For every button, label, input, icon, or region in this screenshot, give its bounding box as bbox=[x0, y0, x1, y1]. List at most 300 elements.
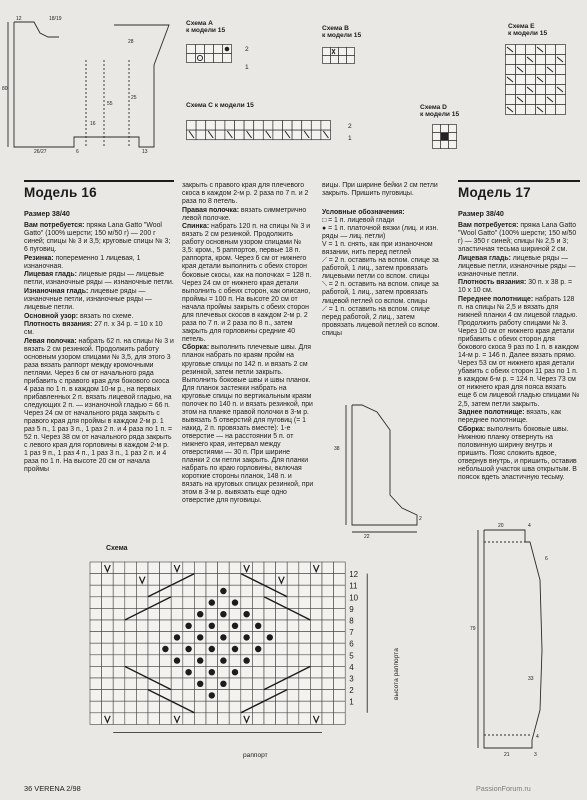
grid-cell bbox=[113, 562, 125, 574]
grid-cell bbox=[183, 678, 195, 690]
grid-cell bbox=[187, 45, 196, 54]
row-number: 11 bbox=[349, 581, 358, 591]
grid-cell bbox=[546, 55, 556, 65]
grid-cell bbox=[148, 632, 160, 644]
grid-cell bbox=[102, 574, 114, 586]
grid-cell bbox=[334, 574, 346, 586]
grid-cell bbox=[299, 574, 311, 586]
grid-cell bbox=[322, 655, 334, 667]
grid-cell bbox=[276, 562, 288, 574]
grid-cell bbox=[183, 608, 195, 620]
dim-label: 22 bbox=[364, 534, 370, 540]
grid-cell bbox=[148, 701, 160, 713]
paragraph-text: вязать по схеме. bbox=[78, 312, 134, 320]
paragraph bbox=[458, 426, 580, 482]
row-number: 1 bbox=[349, 697, 354, 707]
paragraph bbox=[24, 222, 174, 254]
grid-cell bbox=[433, 125, 441, 133]
paragraph-text: набрать 62 п. на спицы № 3 и вязать 2 см резинкой. Продолжить работу основным узором спицами № 3,5, для этого 3 раза вязать раппорт между кромочными петлями. Через 6 см от начального ряда прибавить с правого края для бокового скоса 4 раза по 1 п. в каждом 10-м р., на первых прибавленных 2 п. вязать лицевой гладью, на следующих 2 п. — изнаночной гладью = 66 п. Через 24 см от начального ряда закрыть с правого края для проймы в каждом 2-м р. 1 раз 5 п., 1 раз 3 п., 1 раз 2 п. и 4 раза по 1 п. = 52 п. Через 38 см от начального ряда закрыть с левого края для горловины в каждом 2-м р. 1 раз 9 п., 1 раз 4 п., 1 раз 3 п., 1 раз 2 п. и 4 раза по 1 п. На высоте 20 см от начала проймы bbox=[24, 337, 174, 474]
paragraph bbox=[24, 321, 174, 337]
legend-item: □ = 1 п. лицевой глади bbox=[322, 217, 395, 225]
grid-cell bbox=[310, 585, 322, 597]
row-number: 8 bbox=[349, 616, 354, 626]
garter-stitch-dot bbox=[185, 646, 191, 652]
grid-cell bbox=[229, 690, 241, 702]
dim-label: 25 bbox=[131, 95, 137, 101]
scheme-d-title: Схема D к модели 15 bbox=[420, 104, 460, 119]
grid-cell bbox=[516, 55, 526, 65]
paragraph-heading: Сборка: bbox=[182, 344, 210, 352]
grid-cell bbox=[160, 713, 172, 725]
grid-cell bbox=[241, 666, 253, 678]
grid-cell bbox=[218, 562, 230, 574]
grid-cell bbox=[252, 632, 264, 644]
paragraph-text: пряжа Lana Gatto "Wool Gatto" (100% шерсти; 150 м/50 г) — 350 г синей; спицы № 2,5 и 3; эластичная тесьма шириной 2 см. bbox=[458, 222, 577, 254]
dim-label: 16 bbox=[90, 121, 96, 127]
grid-cell bbox=[187, 54, 196, 63]
paragraph-heading: Левая полочка: bbox=[24, 337, 77, 345]
grid-cell bbox=[125, 643, 137, 655]
grid-cell bbox=[299, 608, 311, 620]
paragraph bbox=[182, 207, 314, 223]
grid-cell bbox=[160, 690, 172, 702]
grid-cell bbox=[556, 65, 566, 75]
grid-cell bbox=[148, 585, 160, 597]
grid-cell bbox=[287, 574, 299, 586]
paragraph-heading: Спинка: bbox=[182, 223, 210, 231]
dim-label: 55 bbox=[107, 101, 113, 107]
legend-item: ● = 1 п. платочной вязки (лиц. и изн. ряды — лиц. петли) bbox=[322, 225, 439, 241]
grid-cell bbox=[148, 597, 160, 609]
grid-cell bbox=[244, 121, 254, 131]
grid-cell bbox=[136, 701, 148, 713]
grid-cell bbox=[148, 643, 160, 655]
grid-cell bbox=[241, 701, 253, 713]
grid-cell bbox=[264, 608, 276, 620]
grid-cell bbox=[526, 65, 536, 75]
grid-cell bbox=[273, 121, 283, 131]
grid-cell bbox=[322, 713, 334, 725]
paragraph-heading: Вам потребуется: bbox=[458, 222, 519, 229]
grid-cell bbox=[516, 105, 526, 115]
grid-cell bbox=[334, 655, 346, 667]
grid-cell bbox=[264, 620, 276, 632]
garter-stitch-dot bbox=[220, 611, 226, 617]
grid-cell bbox=[322, 678, 334, 690]
grid-cell bbox=[171, 678, 183, 690]
paragraph bbox=[182, 223, 314, 344]
grid-cell bbox=[526, 75, 536, 85]
grid-cell bbox=[113, 620, 125, 632]
grid-cell bbox=[334, 643, 346, 655]
model16-title-rule bbox=[24, 180, 174, 182]
row-number: 2 bbox=[348, 123, 352, 130]
grid-cell bbox=[334, 632, 346, 644]
grid-cell bbox=[113, 608, 125, 620]
grid-cell bbox=[160, 655, 172, 667]
grid-cell bbox=[113, 713, 125, 725]
grid-cell bbox=[194, 585, 206, 597]
grid-cell bbox=[287, 620, 299, 632]
grid-cell bbox=[206, 121, 216, 131]
grid-cell bbox=[334, 713, 346, 725]
grid-cell bbox=[196, 54, 205, 63]
grid-cell bbox=[171, 666, 183, 678]
grid-cell bbox=[252, 585, 264, 597]
grid-cell bbox=[229, 632, 241, 644]
grid-cell bbox=[229, 655, 241, 667]
scheme16-vertical-label: высота раппорта bbox=[393, 648, 400, 700]
grid-cell bbox=[556, 105, 566, 115]
dim-label: 2 bbox=[419, 516, 422, 522]
grid-cell bbox=[264, 574, 276, 586]
grid-cell bbox=[136, 690, 148, 702]
grid-cell bbox=[252, 574, 264, 586]
grid-cell bbox=[206, 585, 218, 597]
scheme-b-grid bbox=[322, 47, 358, 71]
grid-cell bbox=[506, 65, 516, 75]
grid-cell bbox=[321, 121, 331, 131]
legend-item: ⟋ = 1 п. оставить на вспом. спице перед работой, 2 лиц., затем провязать лицевой петлей со вспом. спицы bbox=[322, 305, 440, 337]
dim-label: 21 bbox=[504, 752, 510, 758]
grid-cell bbox=[148, 574, 160, 586]
grid-cell bbox=[536, 55, 546, 65]
dim-label: 13 bbox=[142, 149, 148, 155]
garter-stitch-dot bbox=[220, 657, 226, 663]
grid-cell bbox=[516, 75, 526, 85]
grid-cell bbox=[215, 130, 225, 140]
dim-label: 80 bbox=[2, 86, 8, 92]
grid-cell bbox=[252, 562, 264, 574]
grid-cell bbox=[506, 55, 516, 65]
grid-cell bbox=[264, 562, 276, 574]
grid-cell bbox=[322, 690, 334, 702]
grid-cell bbox=[322, 632, 334, 644]
grid-cell bbox=[136, 608, 148, 620]
dim-label: 12 bbox=[16, 16, 22, 22]
grid-cell bbox=[160, 585, 172, 597]
grid-cell bbox=[171, 690, 183, 702]
grid-cell bbox=[276, 678, 288, 690]
grid-cell bbox=[322, 620, 334, 632]
grid-cell bbox=[187, 121, 197, 131]
grid-cell bbox=[310, 690, 322, 702]
garter-stitch-dot bbox=[232, 623, 238, 629]
paragraph bbox=[458, 279, 580, 295]
paragraph bbox=[458, 409, 580, 425]
garter-stitch-dot bbox=[174, 657, 180, 663]
garter-stitch-dot bbox=[197, 634, 203, 640]
paragraph-heading: Сборка: bbox=[458, 425, 486, 433]
grid-cell bbox=[183, 562, 195, 574]
grid-cell bbox=[125, 620, 137, 632]
grid-cell bbox=[148, 608, 160, 620]
grid-cell bbox=[323, 56, 331, 64]
grid-cell bbox=[194, 666, 206, 678]
grid-cell bbox=[125, 690, 137, 702]
paragraph-heading: Переднее полотнище: bbox=[458, 295, 534, 303]
grid-cell bbox=[102, 666, 114, 678]
grid-cell bbox=[113, 632, 125, 644]
grid-cell bbox=[125, 666, 137, 678]
garter-stitch-dot bbox=[197, 611, 203, 617]
grid-cell bbox=[136, 713, 148, 725]
model16-column-3 bbox=[322, 182, 440, 199]
grid-cell bbox=[160, 620, 172, 632]
paragraph-text: пряжа Lana Gatto "Wool Gatto" (100% шерсти; 150 м/50 г) — 200 г синей; спицы № 3 и 3,5; круговые спицы № 3; 6 пуговиц. bbox=[24, 222, 171, 254]
grid-cell bbox=[556, 45, 566, 55]
grid-cell bbox=[310, 632, 322, 644]
grid-cell bbox=[526, 45, 536, 55]
grid-cell bbox=[125, 585, 137, 597]
legend-item: V = 1 п. снять, как при изнаночном вязании, нить перед петлей bbox=[322, 241, 433, 257]
grid-cell bbox=[299, 620, 311, 632]
grid-cell bbox=[183, 585, 195, 597]
grid-cell bbox=[310, 666, 322, 678]
grid-cell bbox=[276, 701, 288, 713]
grid-cell bbox=[148, 713, 160, 725]
model17-column bbox=[458, 222, 580, 483]
garter-stitch-dot bbox=[185, 623, 191, 629]
paragraph-heading: Плотность вязания: bbox=[458, 279, 527, 287]
paragraph-text: набрать 120 п. на спицы № 3 и вязать 2 см резинкой. Продолжить работу основным узором спицами № 3,5: кром., 5 раппортов, первые 18 п. раппорта, кром. Через 6 см от нижнего края детали выполнить с обеих сторон боковые скосы, как на полочках = 128 п. Через 24 см от нижнего края детали выполнить с обеих сторон, как описано, проймы = 100 п. На высоте 20 см от начала проймы закрыть с обеих сторон для плечевых скосов в каждом 2-м р. 2 раза по 7 п. и 2 раза по 8 п., затем закрыть для горловины средние 40 петель. bbox=[182, 223, 312, 343]
grid-cell bbox=[215, 121, 225, 131]
dim-label: 4 bbox=[536, 734, 539, 740]
grid-cell bbox=[160, 701, 172, 713]
grid-cell bbox=[556, 75, 566, 85]
paragraph bbox=[24, 271, 174, 287]
grid-cell bbox=[299, 643, 311, 655]
grid-cell bbox=[125, 632, 137, 644]
paragraph bbox=[24, 288, 174, 312]
dim-label: 26/27 bbox=[34, 149, 47, 155]
legend-item: ⟋ = 2 п. оставить на вспом. спице за работой, 1 лиц., затем провязать лицевыми петли со вспом. спицы bbox=[322, 257, 439, 281]
grid-cell bbox=[311, 130, 321, 140]
paragraph bbox=[24, 313, 174, 321]
garter-stitch-dot bbox=[243, 634, 249, 640]
grid-cell bbox=[171, 701, 183, 713]
model16-pattern-drawing bbox=[322, 400, 432, 540]
grid-cell bbox=[218, 643, 230, 655]
grid-cell bbox=[148, 562, 160, 574]
grid-cell bbox=[90, 620, 102, 632]
garter-stitch-dot bbox=[185, 669, 191, 675]
grid-cell bbox=[171, 643, 183, 655]
paragraph-heading: Плотность вязания: bbox=[24, 321, 93, 329]
grid-cell bbox=[183, 632, 195, 644]
grid-cell bbox=[334, 608, 346, 620]
grid-cell bbox=[334, 597, 346, 609]
grid-cell bbox=[287, 597, 299, 609]
grid-cell bbox=[441, 141, 449, 149]
grid-cell bbox=[136, 620, 148, 632]
grid-cell bbox=[206, 608, 218, 620]
grid-cell bbox=[252, 608, 264, 620]
grid-cell bbox=[90, 597, 102, 609]
model17-title-rule bbox=[458, 180, 580, 182]
garter-stitch-dot bbox=[220, 634, 226, 640]
grid-cell bbox=[310, 574, 322, 586]
grid-cell bbox=[183, 690, 195, 702]
garter-stitch-dot bbox=[243, 657, 249, 663]
dim-label: 18/19 bbox=[49, 16, 62, 22]
grid-cell bbox=[171, 597, 183, 609]
garter-stitch-dot bbox=[197, 657, 203, 663]
grid-cell bbox=[160, 562, 172, 574]
grid-cell bbox=[264, 690, 276, 702]
dim-label: 38 bbox=[334, 446, 340, 452]
scheme-a-grid bbox=[186, 44, 242, 76]
grid-cell bbox=[194, 690, 206, 702]
grid-cell bbox=[205, 45, 214, 54]
grid-cell bbox=[287, 713, 299, 725]
garter-stitch-dot bbox=[243, 611, 249, 617]
row-number: 12 bbox=[349, 570, 359, 580]
grid-cell bbox=[90, 713, 102, 725]
grid-cell bbox=[322, 608, 334, 620]
grid-cell bbox=[229, 678, 241, 690]
grid-cell bbox=[556, 95, 566, 105]
grid-cell bbox=[252, 678, 264, 690]
grid-cell bbox=[235, 121, 245, 131]
grid-cell bbox=[536, 85, 546, 95]
grid-cell bbox=[218, 690, 230, 702]
legend bbox=[322, 209, 442, 338]
grid-cell bbox=[196, 45, 205, 54]
paragraph-text: выполнить боковые швы. Нижнюю планку отвернуть на половинную ширину внутрь и пришить. Пояс сложить вдвое, отвернув внутрь, и пришить, оставив небольшой участок шва открытым. В поясок вдеть эластичную тесьму. bbox=[458, 425, 577, 481]
grid-cell bbox=[183, 574, 195, 586]
grid-cell bbox=[310, 620, 322, 632]
grid-cell bbox=[102, 608, 114, 620]
grid-cell bbox=[160, 597, 172, 609]
grid-cell bbox=[90, 562, 102, 574]
grid-cell bbox=[113, 597, 125, 609]
grid-cell bbox=[196, 121, 206, 131]
grid-cell bbox=[449, 133, 457, 141]
grid-cell bbox=[102, 597, 114, 609]
grid-cell bbox=[171, 574, 183, 586]
grid-cell bbox=[299, 678, 311, 690]
grid-cell bbox=[264, 713, 276, 725]
grid-cell bbox=[125, 655, 137, 667]
grid-cell bbox=[125, 701, 137, 713]
grid-cell bbox=[90, 690, 102, 702]
paragraph-text: лицевые ряды — лицевые петли, изнаночные ряды — изнаночные петли. bbox=[24, 271, 174, 287]
paragraph bbox=[322, 182, 440, 198]
grid-cell bbox=[148, 690, 160, 702]
garter-stitch-dot bbox=[209, 692, 215, 698]
grid-cell bbox=[148, 666, 160, 678]
grid-cell bbox=[102, 632, 114, 644]
garter-stitch-dot bbox=[162, 646, 168, 652]
grid-cell bbox=[264, 585, 276, 597]
model16-title: Модель 16 bbox=[24, 185, 97, 200]
grid-cell bbox=[322, 585, 334, 597]
row-number: 1 bbox=[348, 135, 352, 142]
paragraph bbox=[458, 296, 580, 409]
garter-stitch-dot bbox=[267, 634, 273, 640]
grid-cell bbox=[194, 713, 206, 725]
grid-cell bbox=[218, 620, 230, 632]
grid-cell bbox=[273, 130, 283, 140]
page-footer: 36 VERENA 2/98 bbox=[24, 784, 81, 793]
model16-column-1 bbox=[24, 222, 174, 475]
grid-cell bbox=[136, 643, 148, 655]
grid-cell bbox=[113, 701, 125, 713]
grid-cell bbox=[194, 701, 206, 713]
paragraph bbox=[24, 255, 174, 271]
grid-cell bbox=[299, 690, 311, 702]
garter-stitch-dot bbox=[209, 669, 215, 675]
grid-cell bbox=[334, 585, 346, 597]
grid-cell bbox=[283, 121, 293, 131]
bobble-mark bbox=[225, 47, 230, 52]
grid-cell bbox=[287, 690, 299, 702]
garter-stitch-dot bbox=[197, 681, 203, 687]
paragraph-heading: Правая полочка: bbox=[182, 206, 240, 214]
grid-cell bbox=[136, 666, 148, 678]
grid-cell bbox=[264, 597, 276, 609]
model17-size: Размер 38/40 bbox=[458, 209, 504, 218]
row-number: 5 bbox=[349, 651, 354, 661]
grid-cell bbox=[322, 597, 334, 609]
grid-cell bbox=[90, 574, 102, 586]
grid-cell bbox=[252, 666, 264, 678]
grid-cell bbox=[183, 701, 195, 713]
grid-cell bbox=[449, 125, 457, 133]
row-number: 6 bbox=[349, 639, 354, 649]
grid-cell bbox=[90, 666, 102, 678]
grid-cell bbox=[194, 643, 206, 655]
grid-cell bbox=[302, 121, 312, 131]
model16-size: Размер 38/40 bbox=[24, 209, 70, 218]
grid-cell bbox=[241, 690, 253, 702]
grid-cell bbox=[441, 125, 449, 133]
grid-cell bbox=[218, 666, 230, 678]
scheme-e-title: Схема Е к модели 15 bbox=[508, 23, 548, 38]
grid-cell bbox=[183, 713, 195, 725]
grid-cell bbox=[241, 678, 253, 690]
row-number: 2 bbox=[245, 46, 249, 53]
scheme16-chart bbox=[70, 557, 430, 747]
paragraph-heading: Вам потребуется: bbox=[24, 222, 85, 229]
grid-cell bbox=[136, 562, 148, 574]
grid-cell bbox=[252, 713, 264, 725]
grid-cell bbox=[263, 121, 273, 131]
dim-label: 28 bbox=[128, 39, 134, 45]
grid-cell bbox=[449, 141, 457, 149]
grid-cell bbox=[102, 643, 114, 655]
grid-cell bbox=[347, 56, 355, 64]
model17-pattern-drawing bbox=[470, 520, 580, 770]
model15-pattern-drawing bbox=[4, 15, 179, 155]
grid-cell bbox=[113, 574, 125, 586]
grid-cell bbox=[214, 45, 223, 54]
grid-cell bbox=[90, 655, 102, 667]
grid-cell bbox=[171, 620, 183, 632]
grid-cell bbox=[287, 678, 299, 690]
grid-cell bbox=[218, 574, 230, 586]
grid-cell bbox=[196, 130, 206, 140]
grid-cell bbox=[229, 585, 241, 597]
grid-cell bbox=[310, 608, 322, 620]
grid-cell bbox=[206, 701, 218, 713]
grid-cell bbox=[102, 620, 114, 632]
grid-cell bbox=[516, 85, 526, 95]
grid-cell bbox=[136, 632, 148, 644]
grid-cell bbox=[264, 655, 276, 667]
dim-label: 79 bbox=[470, 626, 476, 632]
